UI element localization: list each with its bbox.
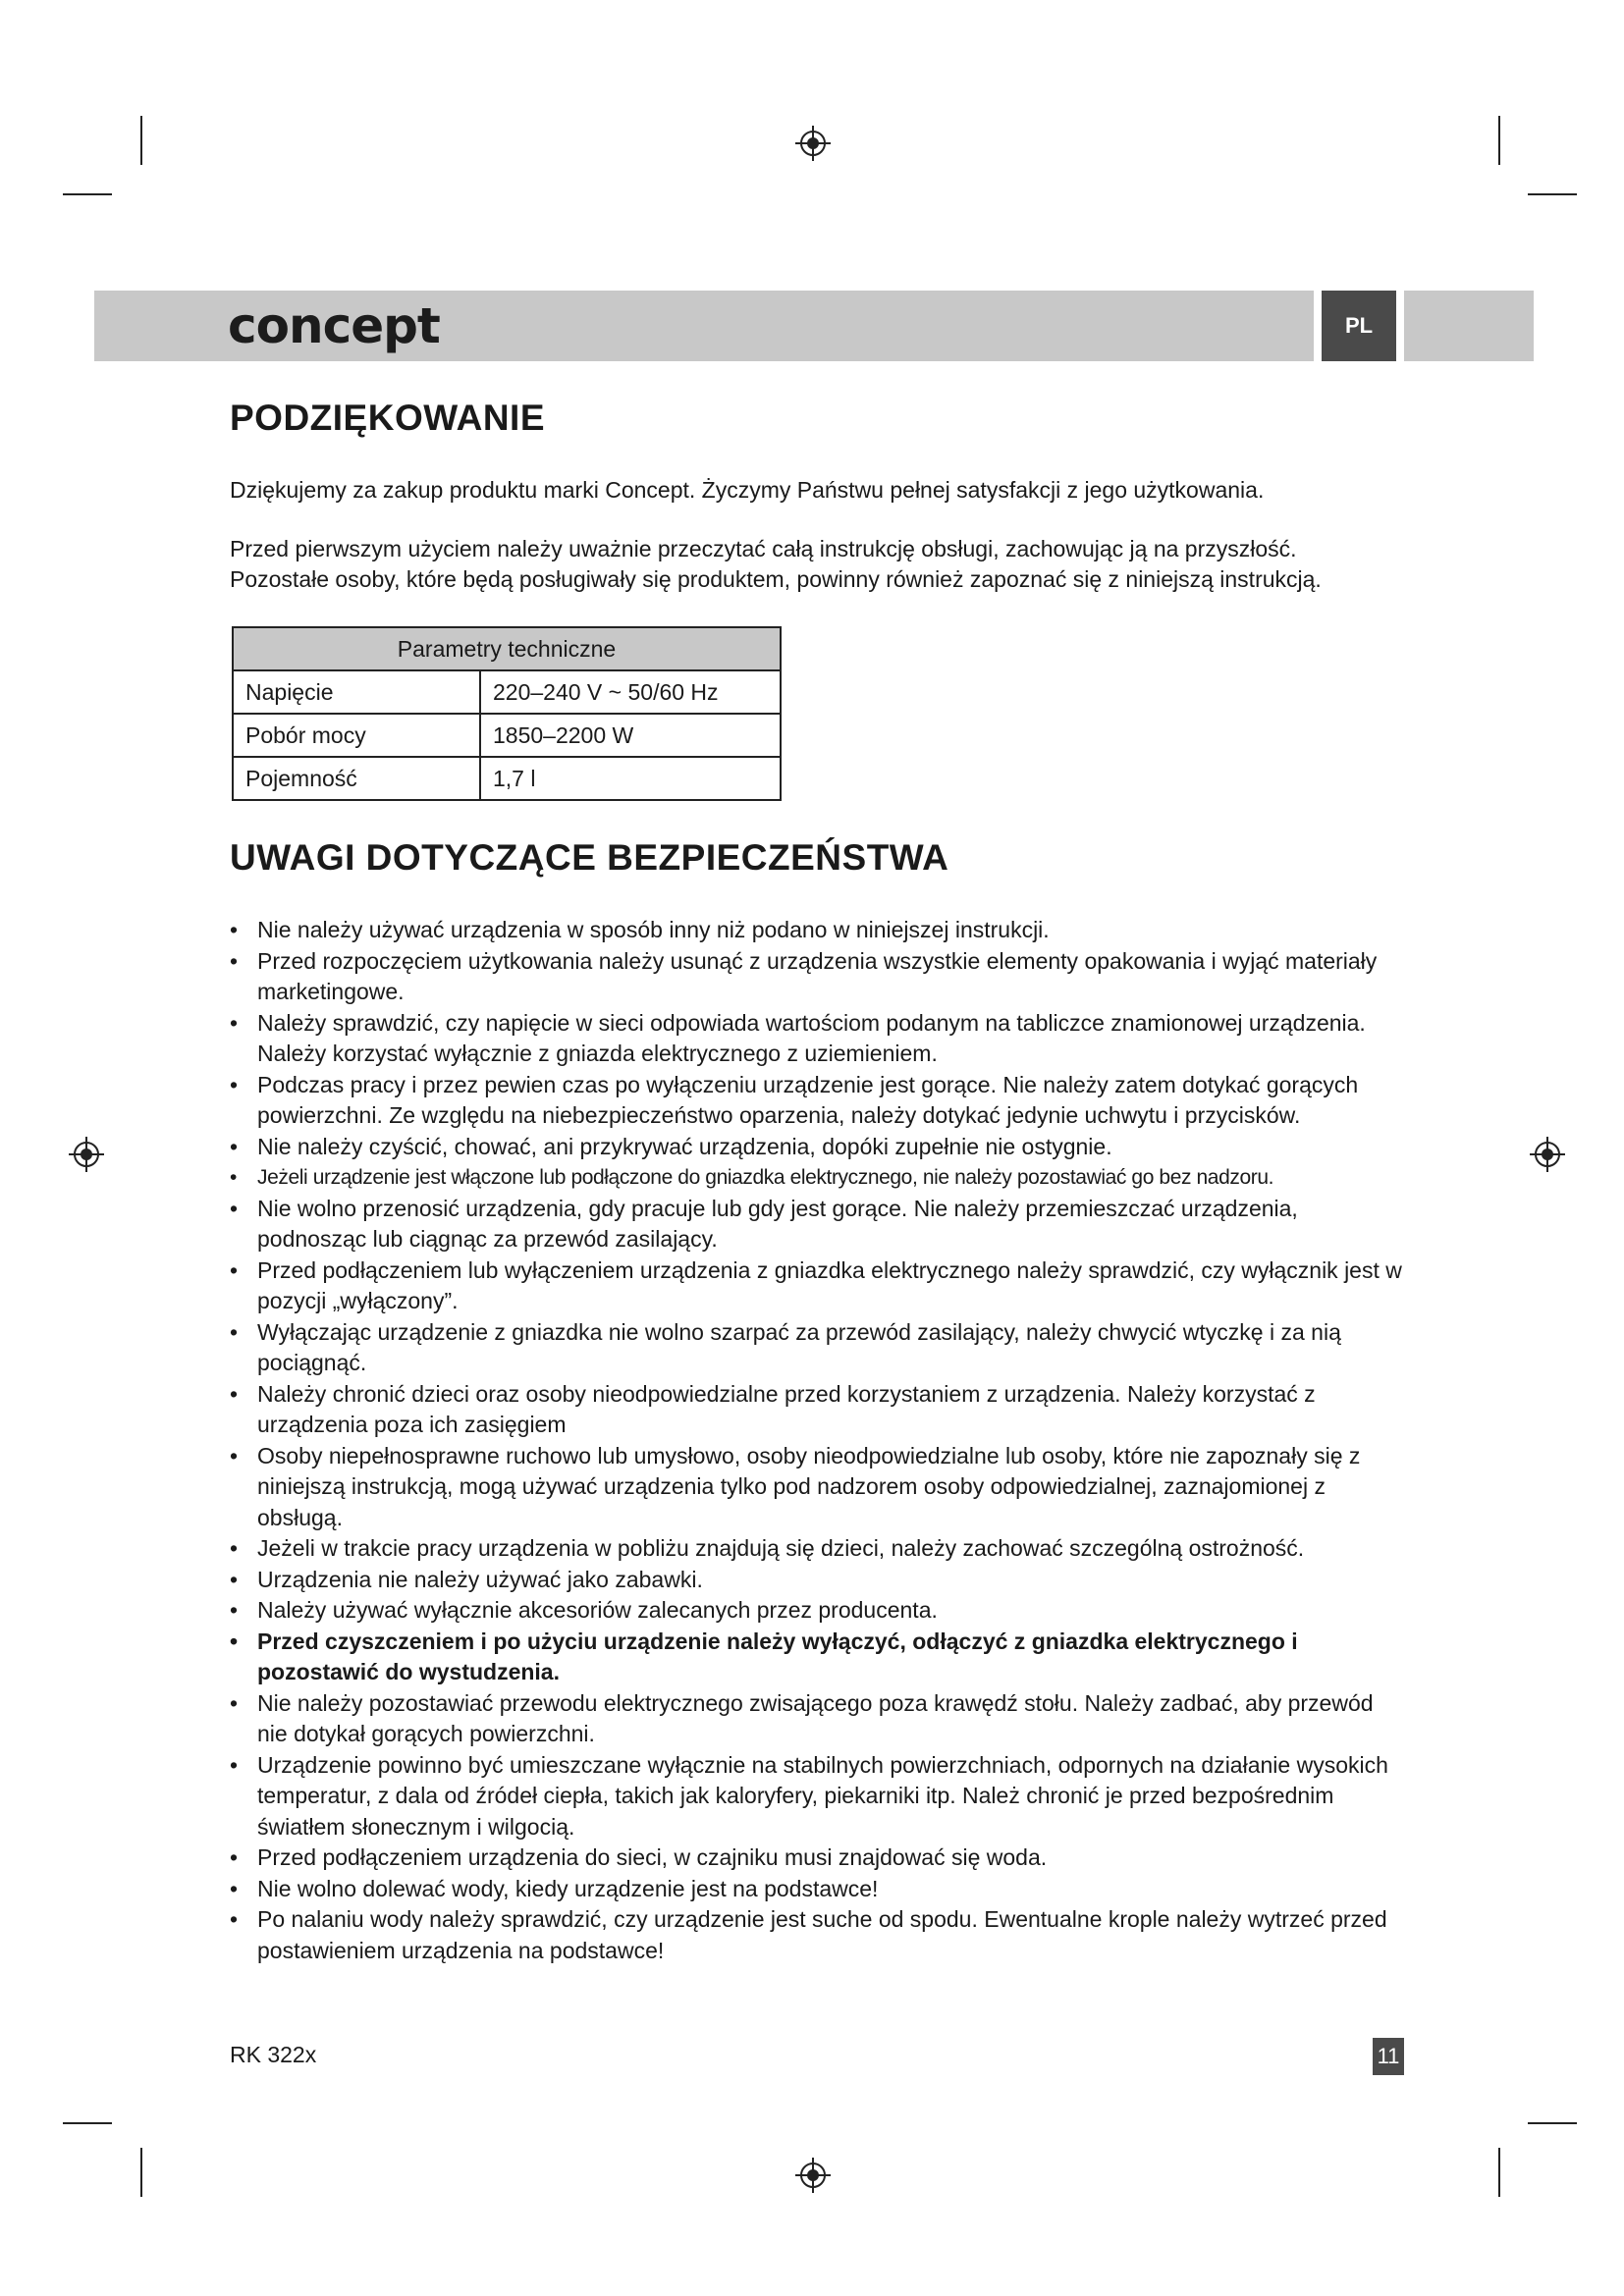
- header-divider: [1314, 291, 1322, 361]
- page-number: 11: [1373, 2038, 1404, 2075]
- list-item: • Jeżeli urządzenie jest włączone lub podłączone do gniazdka elektrycznego, nie należy pozostawiać go bez nadzoru.: [230, 1162, 1408, 1194]
- list-item: • Nie należy czyścić, chować, ani przykrywać urządzenia, dopóki zupełnie nie ostygnie.: [230, 1132, 1408, 1163]
- header-divider: [1396, 291, 1404, 361]
- table-cell-label: Pobór mocy: [233, 714, 480, 757]
- table-row: [233, 714, 781, 757]
- registration-mark-icon: [67, 1135, 106, 1174]
- crop-mark: [1528, 2122, 1577, 2124]
- table-row: [233, 670, 781, 714]
- crop-mark: [1528, 193, 1577, 195]
- crop-mark: [140, 116, 142, 165]
- list-item: • Przed czyszczeniem i po użyciu urządzenie należy wyłączyć, odłączyć z gniazdka elektrycznego i pozostawić do wystudzenia.: [230, 1627, 1408, 1688]
- table-cell-value: 1850–2200 W: [480, 714, 781, 757]
- model-number: RK 322x: [230, 2042, 317, 2067]
- list-item: • Nie wolno przenosić urządzenia, gdy pracuje lub gdy jest gorące. Nie należy przemieszczać urządzenia, podnosząc lub ciągnąc za przewód zasilający.: [230, 1194, 1408, 1255]
- list-item: • Przed podłączeniem urządzenia do sieci, w czajniku musi znajdować się woda.: [230, 1842, 1408, 1874]
- intro-paragraph: [230, 475, 1408, 506]
- section-title: PODZIĘKOWANIE: [230, 398, 546, 438]
- instructions-line: Przed pierwszym użyciem należy uważnie przeczytać całą instrukcję obsługi, zachowując ją na przyszłość.: [230, 536, 1297, 561]
- brand-logo: concept: [228, 297, 440, 354]
- language-badge: PL: [1322, 291, 1396, 361]
- table-row: [233, 757, 781, 800]
- table-cell-value: 220–240 V ~ 50/60 Hz: [480, 670, 781, 714]
- crop-mark: [1498, 116, 1500, 165]
- table-header: Parametry techniczne: [233, 627, 781, 670]
- list-item: • Nie należy używać urządzenia w sposób inny niż podano w niniejszej instrukcji.: [230, 915, 1408, 946]
- section-title: UWAGI DOTYCZĄCE BEZPIECZEŃSTWA: [230, 837, 949, 878]
- list-item: • Nie wolno dolewać wody, kiedy urządzenie jest na podstawce!: [230, 1874, 1408, 1905]
- list-item: • Urządzenia nie należy używać jako zabawki.: [230, 1565, 1408, 1596]
- crop-mark: [63, 193, 112, 195]
- list-item: • Osoby niepełnosprawne ruchowo lub umysłowo, osoby nieodpowiedzialne lub osoby, które nie zapoznały się z niniejszą instrukcją, mogą używać urządzenia tylko pod nadzorem osoby odpowiedzialnej, zaznajomionej z obsługą.: [230, 1441, 1408, 1534]
- instructions-paragraph: [230, 534, 1408, 595]
- table-cell-value: 1,7 l: [480, 757, 781, 800]
- list-item: • Nie należy pozostawiać przewodu elektrycznego zwisającego poza krawędź stołu. Należy zadbać, aby przewód nie dotykał gorących powierzchni.: [230, 1688, 1408, 1750]
- table-cell-label: Napięcie: [233, 670, 480, 714]
- crop-mark: [63, 2122, 112, 2124]
- list-item: • Jeżeli w trakcie pracy urządzenia w pobliżu znajdują się dzieci, należy zachować szczególną ostrożność.: [230, 1533, 1408, 1565]
- list-item: • Przed rozpoczęciem użytkowania należy usunąć z urządzenia wszystkie elementy opakowania i wyjąć materiały marketingowe.: [230, 946, 1408, 1008]
- crop-mark: [140, 2148, 142, 2197]
- safety-list: [230, 915, 1408, 1966]
- registration-mark-icon: [793, 124, 833, 163]
- list-item: • Podczas pracy i przez pewien czas po wyłączeniu urządzenie jest gorące. Nie należy zatem dotykać gorących powierzchni. Ze względu na niebezpieczeństwo oparzenia, należy dotykać jedynie uchwytu i przycisków.: [230, 1070, 1408, 1132]
- registration-mark-icon: [793, 2156, 833, 2195]
- intro-text: Dziękujemy za zakup produktu marki Concept. Życzymy Państwu pełnej satysfakcji z jego użytkowania.: [230, 477, 1265, 503]
- list-item: • Należy chronić dzieci oraz osoby nieodpowiedzialne przed korzystaniem z urządzenia. Należy korzystać z urządzenia poza ich zasięgiem: [230, 1379, 1408, 1441]
- technical-parameters-table: [232, 626, 782, 801]
- list-item: • Po nalaniu wody należy sprawdzić, czy urządzenie jest suche od spodu. Ewentualne krople należy wytrzeć przed postawieniem urządzenia na podstawce!: [230, 1904, 1408, 1966]
- list-item: • Przed podłączeniem lub wyłączeniem urządzenia z gniazdka elektrycznego należy sprawdzić, czy wyłącznik jest w pozycji „wyłączony”.: [230, 1255, 1408, 1317]
- list-item: • Urządzenie powinno być umieszczane wyłącznie na stabilnych powierzchniach, odpornych na działanie wysokich temperatur, z dala od źródeł ciepła, takich jak kaloryfery, piekarniki itp. Należ chronić je przed bezpośrednim światłem słonecznym i wilgocią.: [230, 1750, 1408, 1843]
- registration-mark-icon: [1528, 1135, 1567, 1174]
- table-cell-label: Pojemność: [233, 757, 480, 800]
- list-item: • Należy sprawdzić, czy napięcie w sieci odpowiada wartościom podanym na tabliczce znamionowej urządzenia. Należy korzystać wyłącznie z gniazda elektrycznego z uziemieniem.: [230, 1008, 1408, 1070]
- list-item: • Wyłączając urządzenie z gniazdka nie wolno szarpać za przewód zasilający, należy chwycić wtyczkę i za nią pociągnąć.: [230, 1317, 1408, 1379]
- instructions-line: Pozostałe osoby, które będą posługiwały się produktem, powinny również zapoznać się z niniejszą instrukcją.: [230, 566, 1322, 592]
- list-item: • Należy używać wyłącznie akcesoriów zalecanych przez producenta.: [230, 1595, 1408, 1627]
- crop-mark: [1498, 2148, 1500, 2197]
